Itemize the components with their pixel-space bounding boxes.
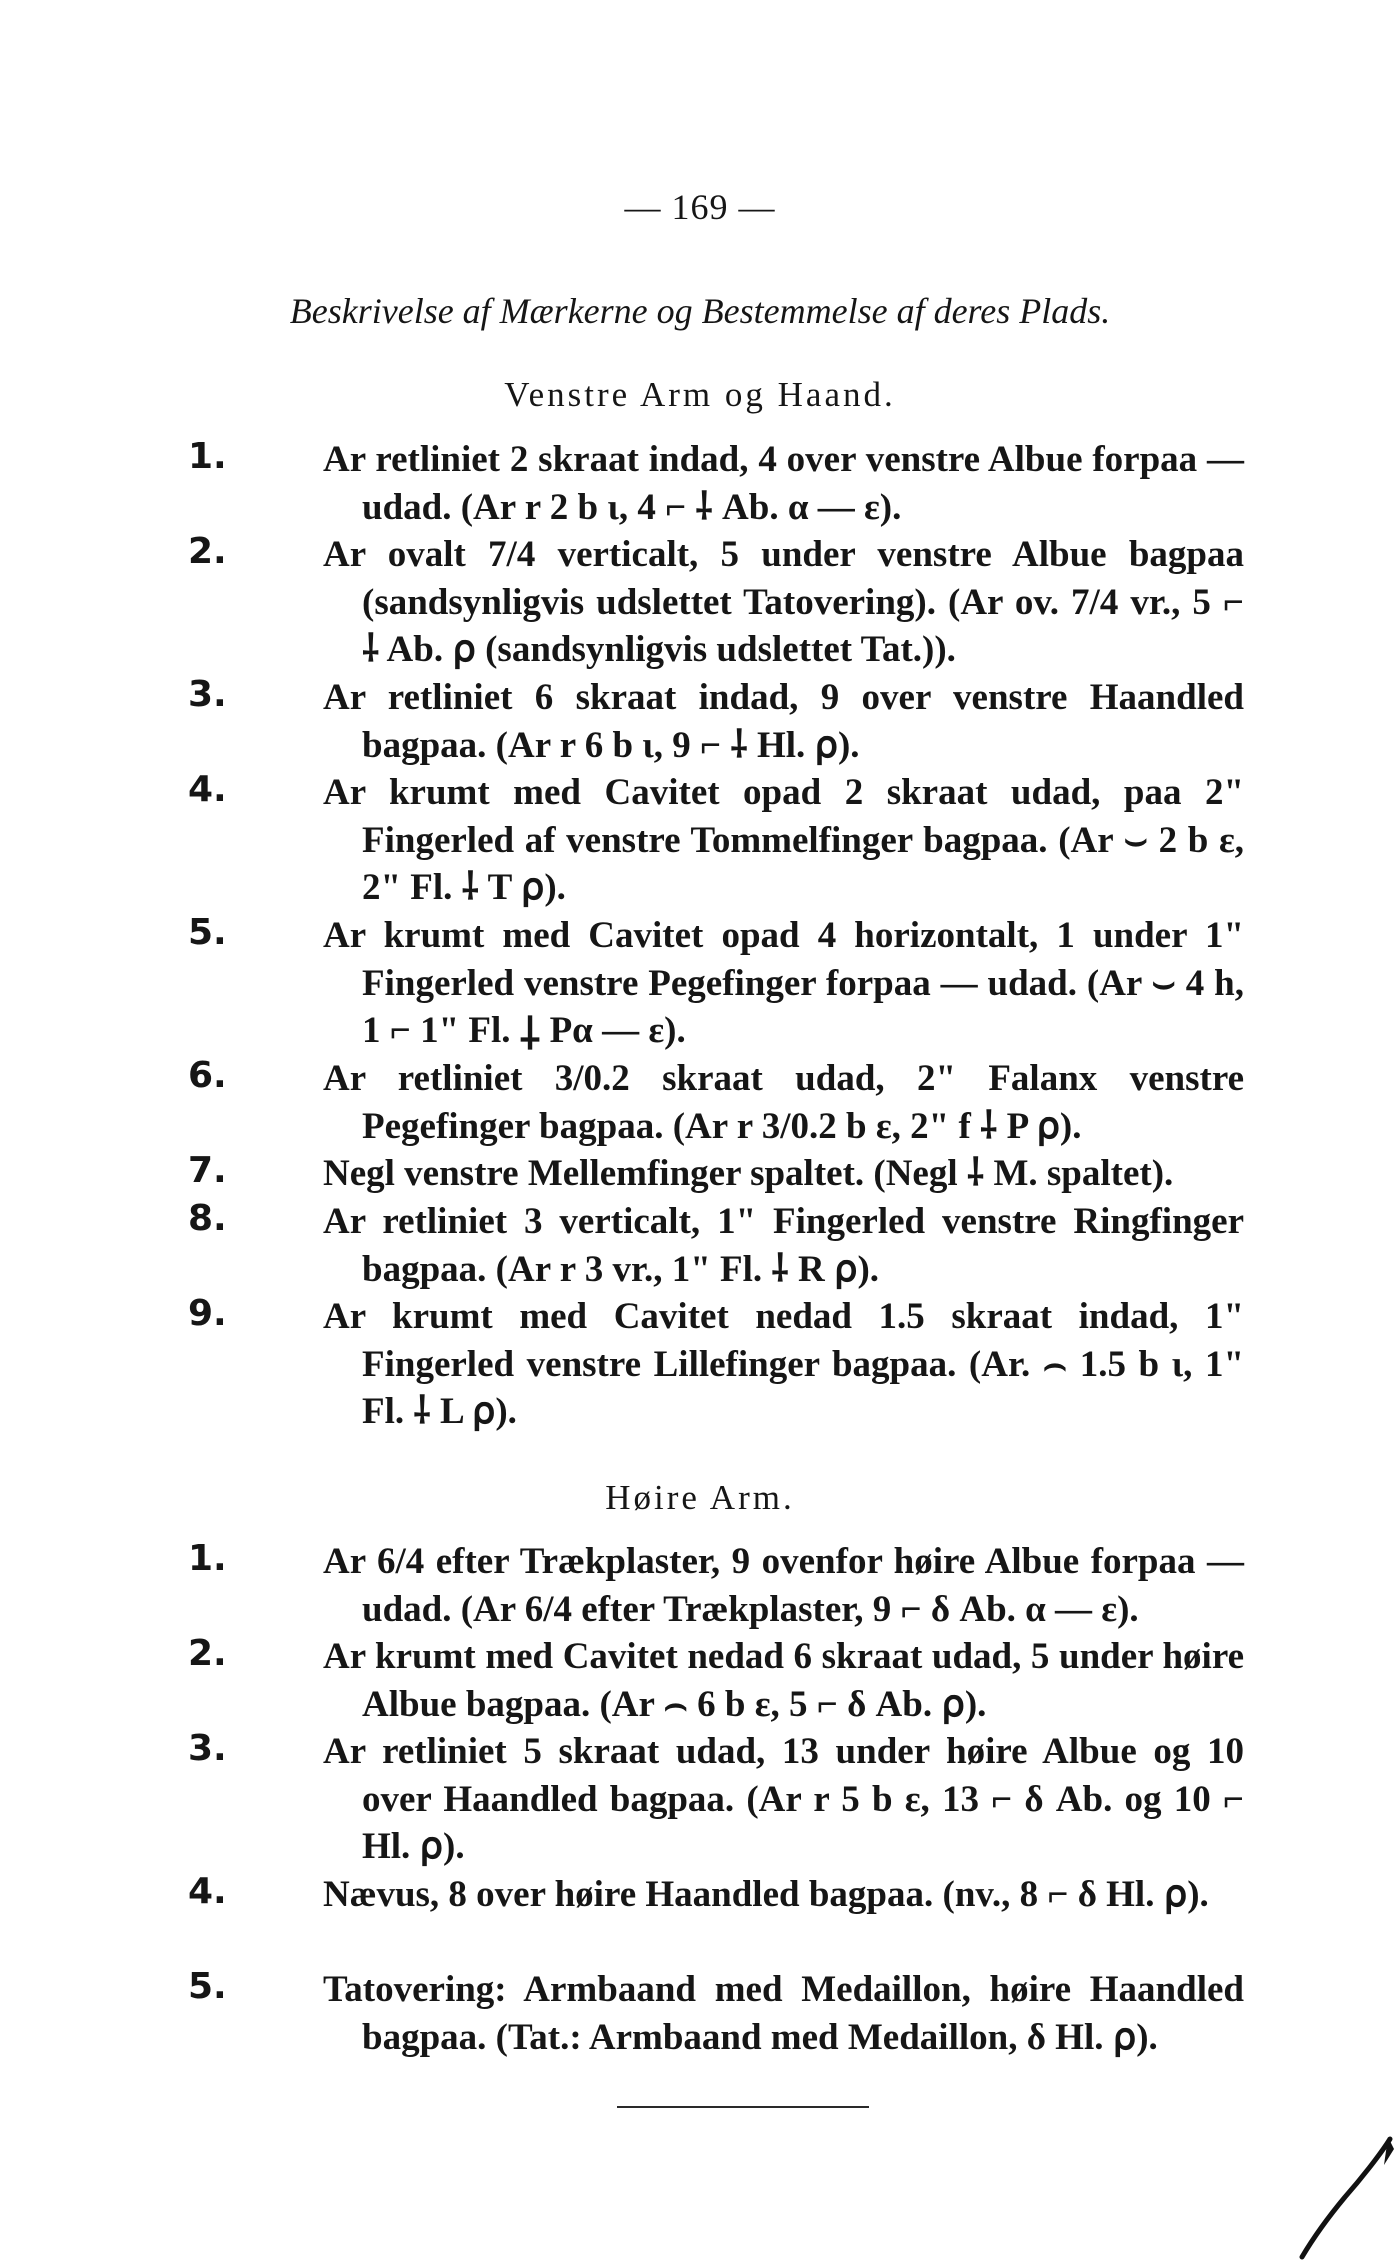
entry-number: 4. <box>188 1871 227 1912</box>
entry-number: 9. <box>188 1293 227 1334</box>
entry-text: Ar 6/4 efter Trækplaster, 9 ovenfor høire Albue forpaa — udad. (Ar 6/4 efter Trækplaster, 9 ⌐ δ Ab. α — ε). <box>323 1541 1244 1630</box>
entry-text: Tatovering: Armbaand med Medaillon, høire Haandled bagpaa. (Tat.: Armbaand med Medaillon, δ Hl. ⍴). <box>323 1969 1244 2058</box>
list-item <box>188 531 1244 674</box>
page-title: Beskrivelse af Mærkerne og Bestemmelse af deres Plads. <box>289 291 1111 331</box>
bottom-rule <box>617 2106 869 2108</box>
entry-text: Ar retliniet 5 skraat udad, 13 under høire Albue og 10 over Haandled bagpaa. (Ar r 5 b ε, 13 ⌐ δ Ab. og 10 ⌐ Hl. ⍴). <box>323 1731 1244 1867</box>
entry-text: Ar retliniet 2 skraat indad, 4 over venstre Albue forpaa — udad. (Ar r 2 b ι, 4 ⌐ ⸸ Ab. α — ε). <box>323 439 1244 528</box>
entry-number: 7. <box>188 1150 227 1191</box>
list-item <box>188 436 1244 531</box>
entry-number: 3. <box>188 1728 227 1769</box>
entry-number: 2. <box>188 531 227 572</box>
list-item <box>188 912 1244 1055</box>
entry-text: Ar retliniet 3 verticalt, 1" Fingerled venstre Ringfinger bagpaa. (Ar r 3 vr., 1" Fl. ⸸ R ⍴). <box>323 1201 1244 1290</box>
entry-text: Ar krumt med Cavitet nedad 1.5 skraat indad, 1" Fingerled venstre Lillefinger bagpaa. (Ar. ⌢ 1.5 b ι, 1" Fl. ⸸ L ⍴). <box>323 1296 1244 1432</box>
pen-stroke-mark <box>1290 2135 1400 2261</box>
entry-number: 8. <box>188 1198 227 1239</box>
list-item <box>188 769 1244 912</box>
list-item <box>188 1198 1244 1293</box>
entry-number: 4. <box>188 769 227 810</box>
entry-list-left-arm <box>0 436 1400 1436</box>
entry-number: 6. <box>188 1055 227 1096</box>
entry-text: Nævus, 8 over høire Haandled bagpaa. (nv., 8 ⌐ δ Hl. ⍴). <box>323 1874 1209 1915</box>
list-item <box>188 1966 1244 2061</box>
page-number: — 169 — <box>624 187 776 227</box>
entry-number: 1. <box>188 1538 227 1579</box>
entry-text: Ar krumt med Cavitet nedad 6 skraat udad, 5 under høire Albue bagpaa. (Ar ⌢ 6 b ε, 5 ⌐ δ Ab. ⍴). <box>323 1636 1244 1725</box>
list-item <box>188 1150 1244 1198</box>
entry-text: Ar krumt med Cavitet opad 2 skraat udad, paa 2" Fingerled af venstre Tommelfinger bagpaa. (Ar ⌣ 2 b ε, 2" Fl. ⸸ T ⍴). <box>323 772 1244 908</box>
entry-text: Ar krumt med Cavitet opad 4 horizontalt, 1 under 1" Fingerled venstre Pegefinger forpaa — udad. (Ar ⌣ 4 h, 1 ⌐ 1" Fl. ⸸ Pα — ε). <box>323 915 1244 1051</box>
entry-text: Ar ovalt 7/4 verticalt, 5 under venstre Albue bagpaa (sandsynligvis udslettet Tatovering). (Ar ov. 7/4 vr., 5 ⌐ ⸸ Ab. ⍴ (sandsynligvis udslettet Tat.)). <box>323 534 1244 670</box>
list-item <box>188 674 1244 769</box>
list-item <box>188 1055 1244 1150</box>
list-item <box>188 1871 1244 1966</box>
list-item <box>188 1538 1244 1633</box>
entry-text: Negl venstre Mellemfinger spaltet. (Negl ⸸ M. spaltet). <box>323 1153 1174 1194</box>
entry-number: 3. <box>188 674 227 715</box>
entry-number: 1. <box>188 436 227 477</box>
entry-number: 2. <box>188 1633 227 1674</box>
entry-number: 5. <box>188 912 227 953</box>
list-item <box>188 1728 1244 1871</box>
entry-text: Ar retliniet 3/0.2 skraat udad, 2" Falanx venstre Pegefinger bagpaa. (Ar r 3/0.2 b ε, 2" f ⸸ P ⍴). <box>323 1058 1244 1147</box>
section-heading-right-arm: Høire Arm. <box>605 1478 795 1517</box>
entry-number: 5. <box>188 1966 227 2007</box>
list-item <box>188 1633 1244 1728</box>
entry-list-right-arm <box>0 1538 1400 2061</box>
list-item <box>188 1293 1244 1436</box>
section-heading-left-arm: Venstre Arm og Haand. <box>504 375 896 414</box>
entry-text: Ar retliniet 6 skraat indad, 9 over venstre Haandled bagpaa. (Ar r 6 b ι, 9 ⌐ ⸸ Hl. ⍴). <box>323 677 1244 766</box>
